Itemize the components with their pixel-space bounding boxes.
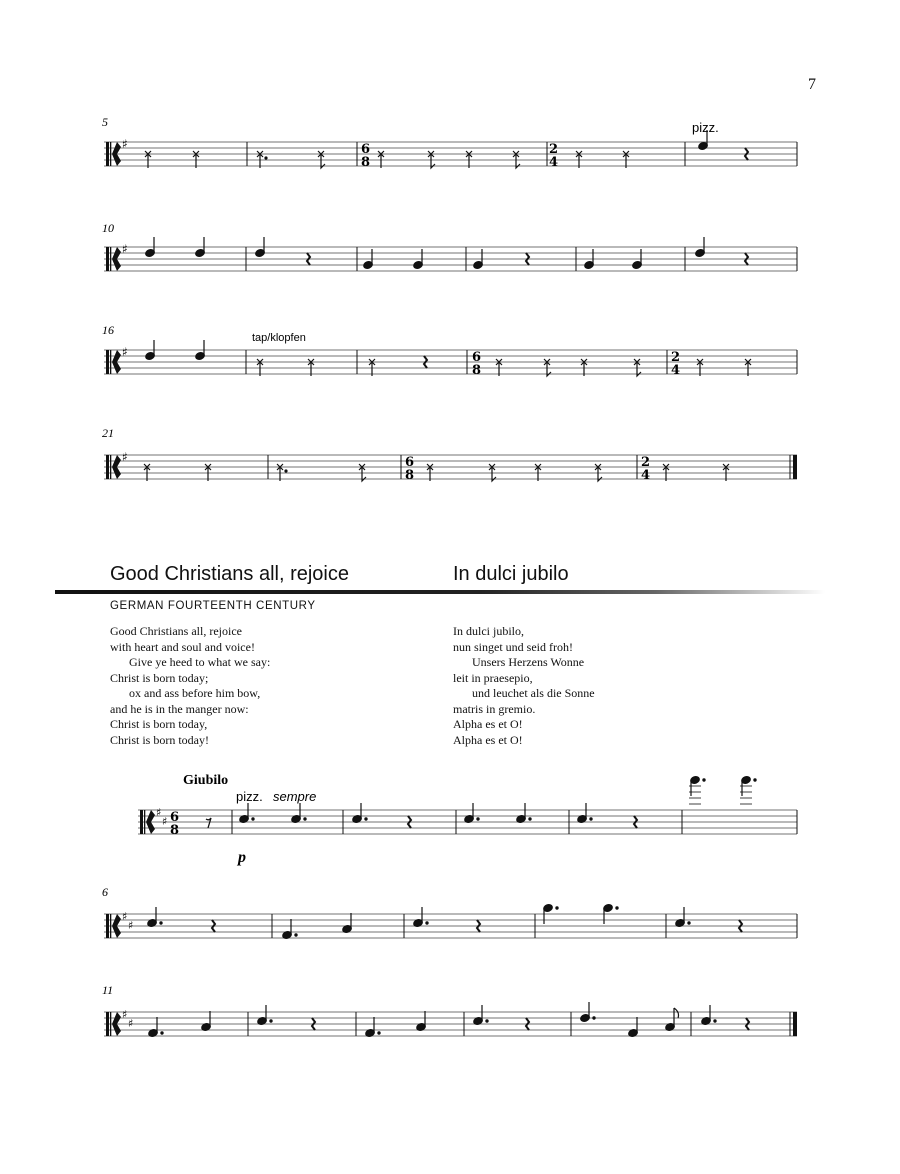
svg-text:2: 2 [671,350,681,365]
verse-line: und leuchet als die Sonne [472,686,595,700]
verse-line: Good Christians all, rejoice [110,624,242,638]
svg-text:8: 8 [405,468,415,483]
svg-text:4: 4 [549,155,559,170]
svg-text:6: 6 [361,142,371,157]
sharp-key-signature: ♯ [128,1017,134,1030]
verse-line: Christ is born today; [110,670,209,685]
verse-line: Alpha es et O! [453,732,523,747]
sharp-key-signature: ♯ [156,806,162,819]
staff-system-6 [102,885,797,940]
staff-system-7 [102,983,797,1038]
verse-line: In dulci jubilo, [453,624,524,638]
pitched-notes [147,903,742,939]
verse-line: Alpha es et O! [453,717,523,731]
staff-lines [104,914,797,938]
svg-text:8: 8 [361,155,371,170]
verse-line: matris in gremio. [453,701,536,716]
svg-text:8: 8 [472,363,482,378]
carol-origin: GERMAN FOURTEENTH CENTURY [110,600,316,612]
verse-line: leit in praesepio, [453,670,533,685]
sharp-key-signature: ♯ [122,242,128,256]
svg-text:4: 4 [671,363,681,378]
measure-number: 21 [102,426,114,440]
measure-number: 11 [102,983,114,997]
carol-title-english: Good Christians all, rejoice [110,563,349,585]
pizz-marking: pizz. [692,120,719,135]
sempre-marking: sempre [273,789,317,804]
sharp-key-signature: ♯ [128,919,134,932]
svg-text:2: 2 [549,142,559,157]
svg-text:6: 6 [472,350,482,365]
verse-line: Give ye heed to what we say: [129,655,271,669]
time-signature-six-eight [170,810,179,838]
tempo-marking: Giubilo [183,773,229,788]
tap-marking: tap/klopfen [252,332,306,344]
svg-text:2: 2 [641,455,651,470]
sharp-key-signature: ♯ [122,910,128,923]
dynamic-piano: p [238,849,246,866]
eighth-rest [206,818,211,828]
verse-line: Unsers Herzens Wonne [472,655,585,669]
sharp-key-signature: ♯ [122,450,128,464]
measure-number: 5 [102,115,108,129]
verse-line: and he is in the manger now: [110,701,249,716]
sharp-key-signature: ♯ [122,137,128,151]
sharp-key-signature: ♯ [122,1008,128,1021]
verse-line: nun singet und seid froh! [453,639,573,654]
sharp-key-signature: ♯ [122,345,128,359]
pitched-notes [148,1002,749,1038]
svg-text:6: 6 [170,810,180,825]
carol-title-latin: In dulci jubilo [453,563,569,585]
verse-line: Christ is born today, [110,717,208,731]
measure-number: 10 [102,221,114,235]
svg-text:6: 6 [405,455,415,470]
verse-line: ox and ass before him bow, [129,686,261,700]
svg-text:8: 8 [170,823,180,838]
measure-number: 16 [102,323,114,337]
pizz-marking: pizz. [236,789,263,804]
staff-system-5 [138,775,797,838]
verse-line: with heart and soul and voice! [110,639,255,654]
verse-line: Christ is born today! [110,732,209,747]
sharp-key-signature: ♯ [162,815,168,828]
page-number: 7 [808,76,816,93]
svg-text:4: 4 [641,468,651,483]
measure-number: 6 [102,885,108,899]
